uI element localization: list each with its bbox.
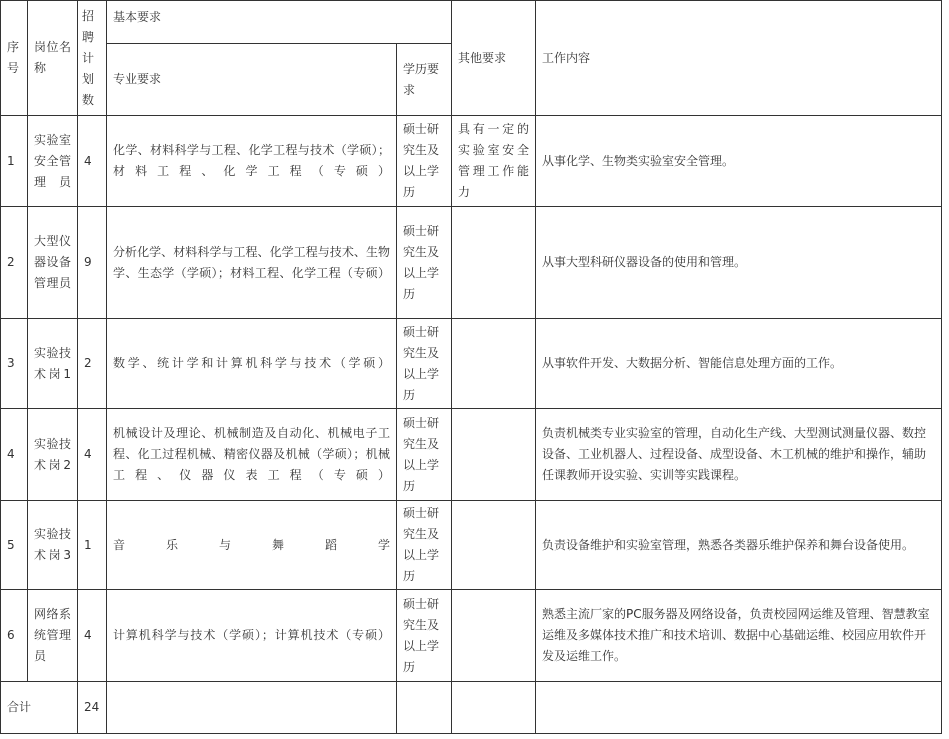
- cell-count: 1: [78, 501, 107, 590]
- cell-position: 网络系统管理员: [28, 590, 78, 682]
- cell-content: 从事大型科研仪器设备的使用和管理。: [536, 207, 942, 319]
- cell-other: [452, 319, 536, 409]
- cell-content: 从事软件开发、大数据分析、智能信息处理方面的工作。: [536, 319, 942, 409]
- header-position: 岗位名称: [28, 1, 78, 116]
- cell-major: 化学、材料科学与工程、化学工程与技术（学硕）；材料工程、化学工程（专硕）: [107, 116, 397, 207]
- cell-position: 大型仪器设备管理员: [28, 207, 78, 319]
- total-row: [1, 682, 942, 734]
- header-education: 学历要求: [397, 44, 452, 116]
- table-row: [1, 207, 942, 319]
- cell-major: 机械设计及理论、机械制造及自动化、机械电子工程、化工过程机械、精密仪器及机械（学硕）；机械工程、仪器仪表工程（专硕）: [107, 409, 397, 501]
- cell-seq: 5: [1, 501, 28, 590]
- cell-seq: 3: [1, 319, 28, 409]
- cell-count: 4: [78, 116, 107, 207]
- table-row: [1, 409, 942, 501]
- cell-count: 2: [78, 319, 107, 409]
- cell-content: 负责设备维护和实验室管理，熟悉各类器乐维护保养和舞台设备使用。: [536, 501, 942, 590]
- cell-education: 硕士研究生及以上学历: [397, 207, 452, 319]
- total-education-empty: [397, 682, 452, 734]
- cell-position: 实验技术岗2: [28, 409, 78, 501]
- cell-content: 熟悉主流厂家的PC服务器及网络设备，负责校园网运维及管理、智慧教室运维及多媒体技术推广和技术培训、数据中心基础运维、校园应用软件开发及运维工作。: [536, 590, 942, 682]
- total-label: 合计: [1, 682, 78, 734]
- cell-major: 数学、统计学和计算机科学与技术（学硕）: [107, 319, 397, 409]
- header-count: 招聘计划数: [78, 1, 107, 116]
- total-count: 24: [78, 682, 107, 734]
- cell-major: 计算机科学与技术（学硕）；计算机技术（专硕）: [107, 590, 397, 682]
- cell-other: 具有一定的实验室安全管理工作能力: [452, 116, 536, 207]
- cell-content: 负责机械类专业实验室的管理，自动化生产线、大型测试测量仪器、数控设备、工业机器人、过程设备、成型设备、木工机械的维护和操作，辅助任课教师开设实验、实训等实践课程。: [536, 409, 942, 501]
- cell-education: 硕士研究生及以上学历: [397, 116, 452, 207]
- table-row: [1, 590, 942, 682]
- total-other-empty: [452, 682, 536, 734]
- cell-other: [452, 590, 536, 682]
- cell-seq: 1: [1, 116, 28, 207]
- cell-education: 硕士研究生及以上学历: [397, 409, 452, 501]
- header-seq: 序号: [1, 1, 28, 116]
- cell-count: 4: [78, 409, 107, 501]
- cell-count: 4: [78, 590, 107, 682]
- cell-position: 实验技术岗1: [28, 319, 78, 409]
- header-basic-requirements: 基本要求: [107, 1, 452, 44]
- cell-other: [452, 409, 536, 501]
- cell-content: 从事化学、生物类实验室安全管理。: [536, 116, 942, 207]
- table-row: [1, 501, 942, 590]
- total-major-empty: [107, 682, 397, 734]
- cell-education: 硕士研究生及以上学历: [397, 501, 452, 590]
- cell-education: 硕士研究生及以上学历: [397, 590, 452, 682]
- total-content-empty: [536, 682, 942, 734]
- header-other: 其他要求: [452, 1, 536, 116]
- cell-education: 硕士研究生及以上学历: [397, 319, 452, 409]
- cell-seq: 6: [1, 590, 28, 682]
- cell-major: 分析化学、材料科学与工程、化学工程与技术、生物学、生态学（学硕）；材料工程、化学工程（专硕）: [107, 207, 397, 319]
- cell-seq: 2: [1, 207, 28, 319]
- cell-other: [452, 207, 536, 319]
- cell-position: 实验技术岗3: [28, 501, 78, 590]
- header-content: 工作内容: [536, 1, 942, 116]
- cell-major: 音乐与舞蹈学: [107, 501, 397, 590]
- header-major: 专业要求: [107, 44, 397, 116]
- table-row: [1, 319, 942, 409]
- cell-seq: 4: [1, 409, 28, 501]
- table-row: [1, 116, 942, 207]
- cell-count: 9: [78, 207, 107, 319]
- cell-position: 实验室安全管理员: [28, 116, 78, 207]
- cell-other: [452, 501, 536, 590]
